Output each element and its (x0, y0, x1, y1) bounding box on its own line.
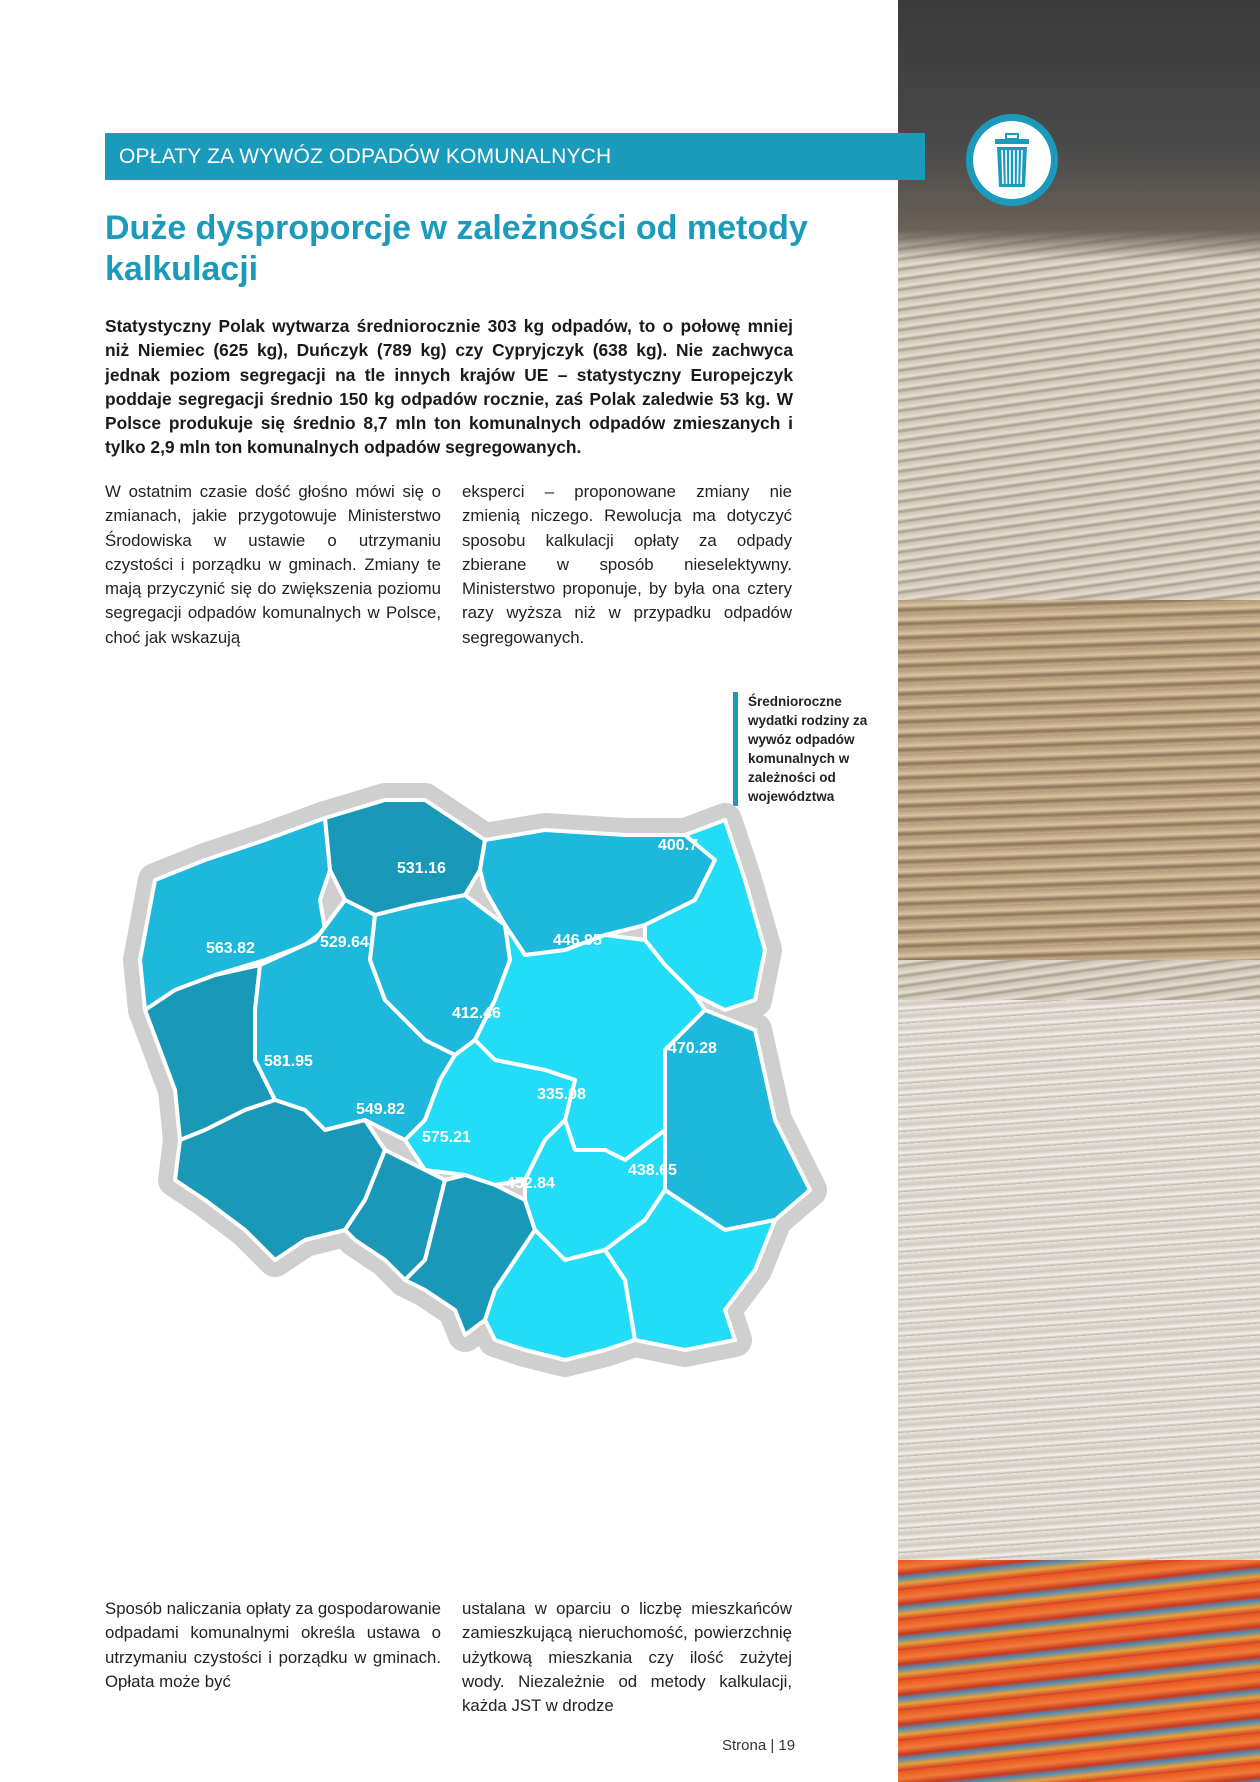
region-value-label: 531.16 (397, 860, 446, 877)
body-column-3: Sposób naliczania opłaty za gospodarowanie odpadami komunalnymi określa ustawa o utrzymaniu czystości i porządku w gminach. Opłata może być (105, 1599, 441, 1691)
region-value-label: 335.08 (537, 1086, 586, 1103)
section-title: OPŁATY ZA WYWÓZ ODPADÓW KOMUNALNYCH (119, 145, 612, 168)
photo-layer (898, 600, 1260, 960)
region-value-label: 549.82 (356, 1101, 405, 1118)
body-column-2: eksperci – proponowane zmiany nie zmienią niczego. Rewolucja ma dotyczyć sposobu kalkulacji opłaty za odpady zbierane w sposób nieselektywny. Ministerstwo proponuje, by była ona cztery razy wyższa niż w przypadku odpadów segregowanych. (462, 482, 792, 647)
trash-can-icon (966, 114, 1058, 206)
region-value-label: 563.82 (206, 940, 255, 957)
lead-paragraph: Statystyczny Polak wytwarza średniorocznie 303 kg odpadów, to o połowę mniej niż Niemiec (625 kg), Duńczyk (789 kg) czy Cypryjczyk (638 kg). Nie zachwyca jednak poziom segregacji na tle innych krajów UE – statystyczny Europejczyk poddaje segregacji średnio 150 kg odpadów rocznie, zaś Polak zaledwie 53 kg. W Polsce produkuje się średnio 8,7 mln ton komunalnych odpadów zmieszanych i tylko 2,9 mln ton komunalnych odpadów segregowanych. (105, 316, 793, 458)
map-caption: Średnioroczne wydatki rodziny za wywóz odpadów komunalnych w zależności od województwa (733, 692, 888, 806)
poland-voivodeship-map (120, 680, 860, 1540)
region-value-label: 470.28 (668, 1040, 717, 1057)
region-value-label: 400.7 (658, 837, 699, 854)
body-column-4: ustalana w oparciu o liczbę mieszkańców zamieszkującą nieruchomość, powierzchnię użytkową mieszkania czy ilość zużytej wody. Niezależnie od metody kalkulacji, każda JST w drodze (462, 1599, 792, 1716)
region-value-label: 452.84 (506, 1175, 555, 1192)
region-value-label: 530.27 (222, 804, 271, 821)
newspapers-photo (898, 0, 1260, 1782)
region-value-label: 438.65 (628, 1162, 677, 1179)
region-value-label: 552.27 (396, 754, 445, 771)
region-value-label: 575.21 (422, 1129, 471, 1146)
region-value-label: 581.95 (264, 1053, 313, 1070)
section-banner (105, 133, 925, 180)
region-value-label: 529.64 (320, 934, 369, 951)
page-number: Strona | 19 (722, 1737, 796, 1754)
body-column-1: W ostatnim czasie dość głośno mówi się o zmianach, jakie przygotowuje Ministerstwo Środowiska w ustawie o utrzymaniu czystości i porządku w gminach. Zmiany te mają przyczynić się do zwiększenia poziomu segregacji odpadów komunalnych w Polsce, choć jak wskazują (105, 482, 441, 647)
region-value-label: 489.73 (534, 782, 583, 799)
photo-layer (898, 1560, 1260, 1782)
region-value-label: 446.95 (553, 932, 602, 949)
article-title: Duże dysproporcje w zależności od metody kalkulacji (105, 209, 808, 288)
region-value-label: 412.46 (452, 1005, 501, 1022)
